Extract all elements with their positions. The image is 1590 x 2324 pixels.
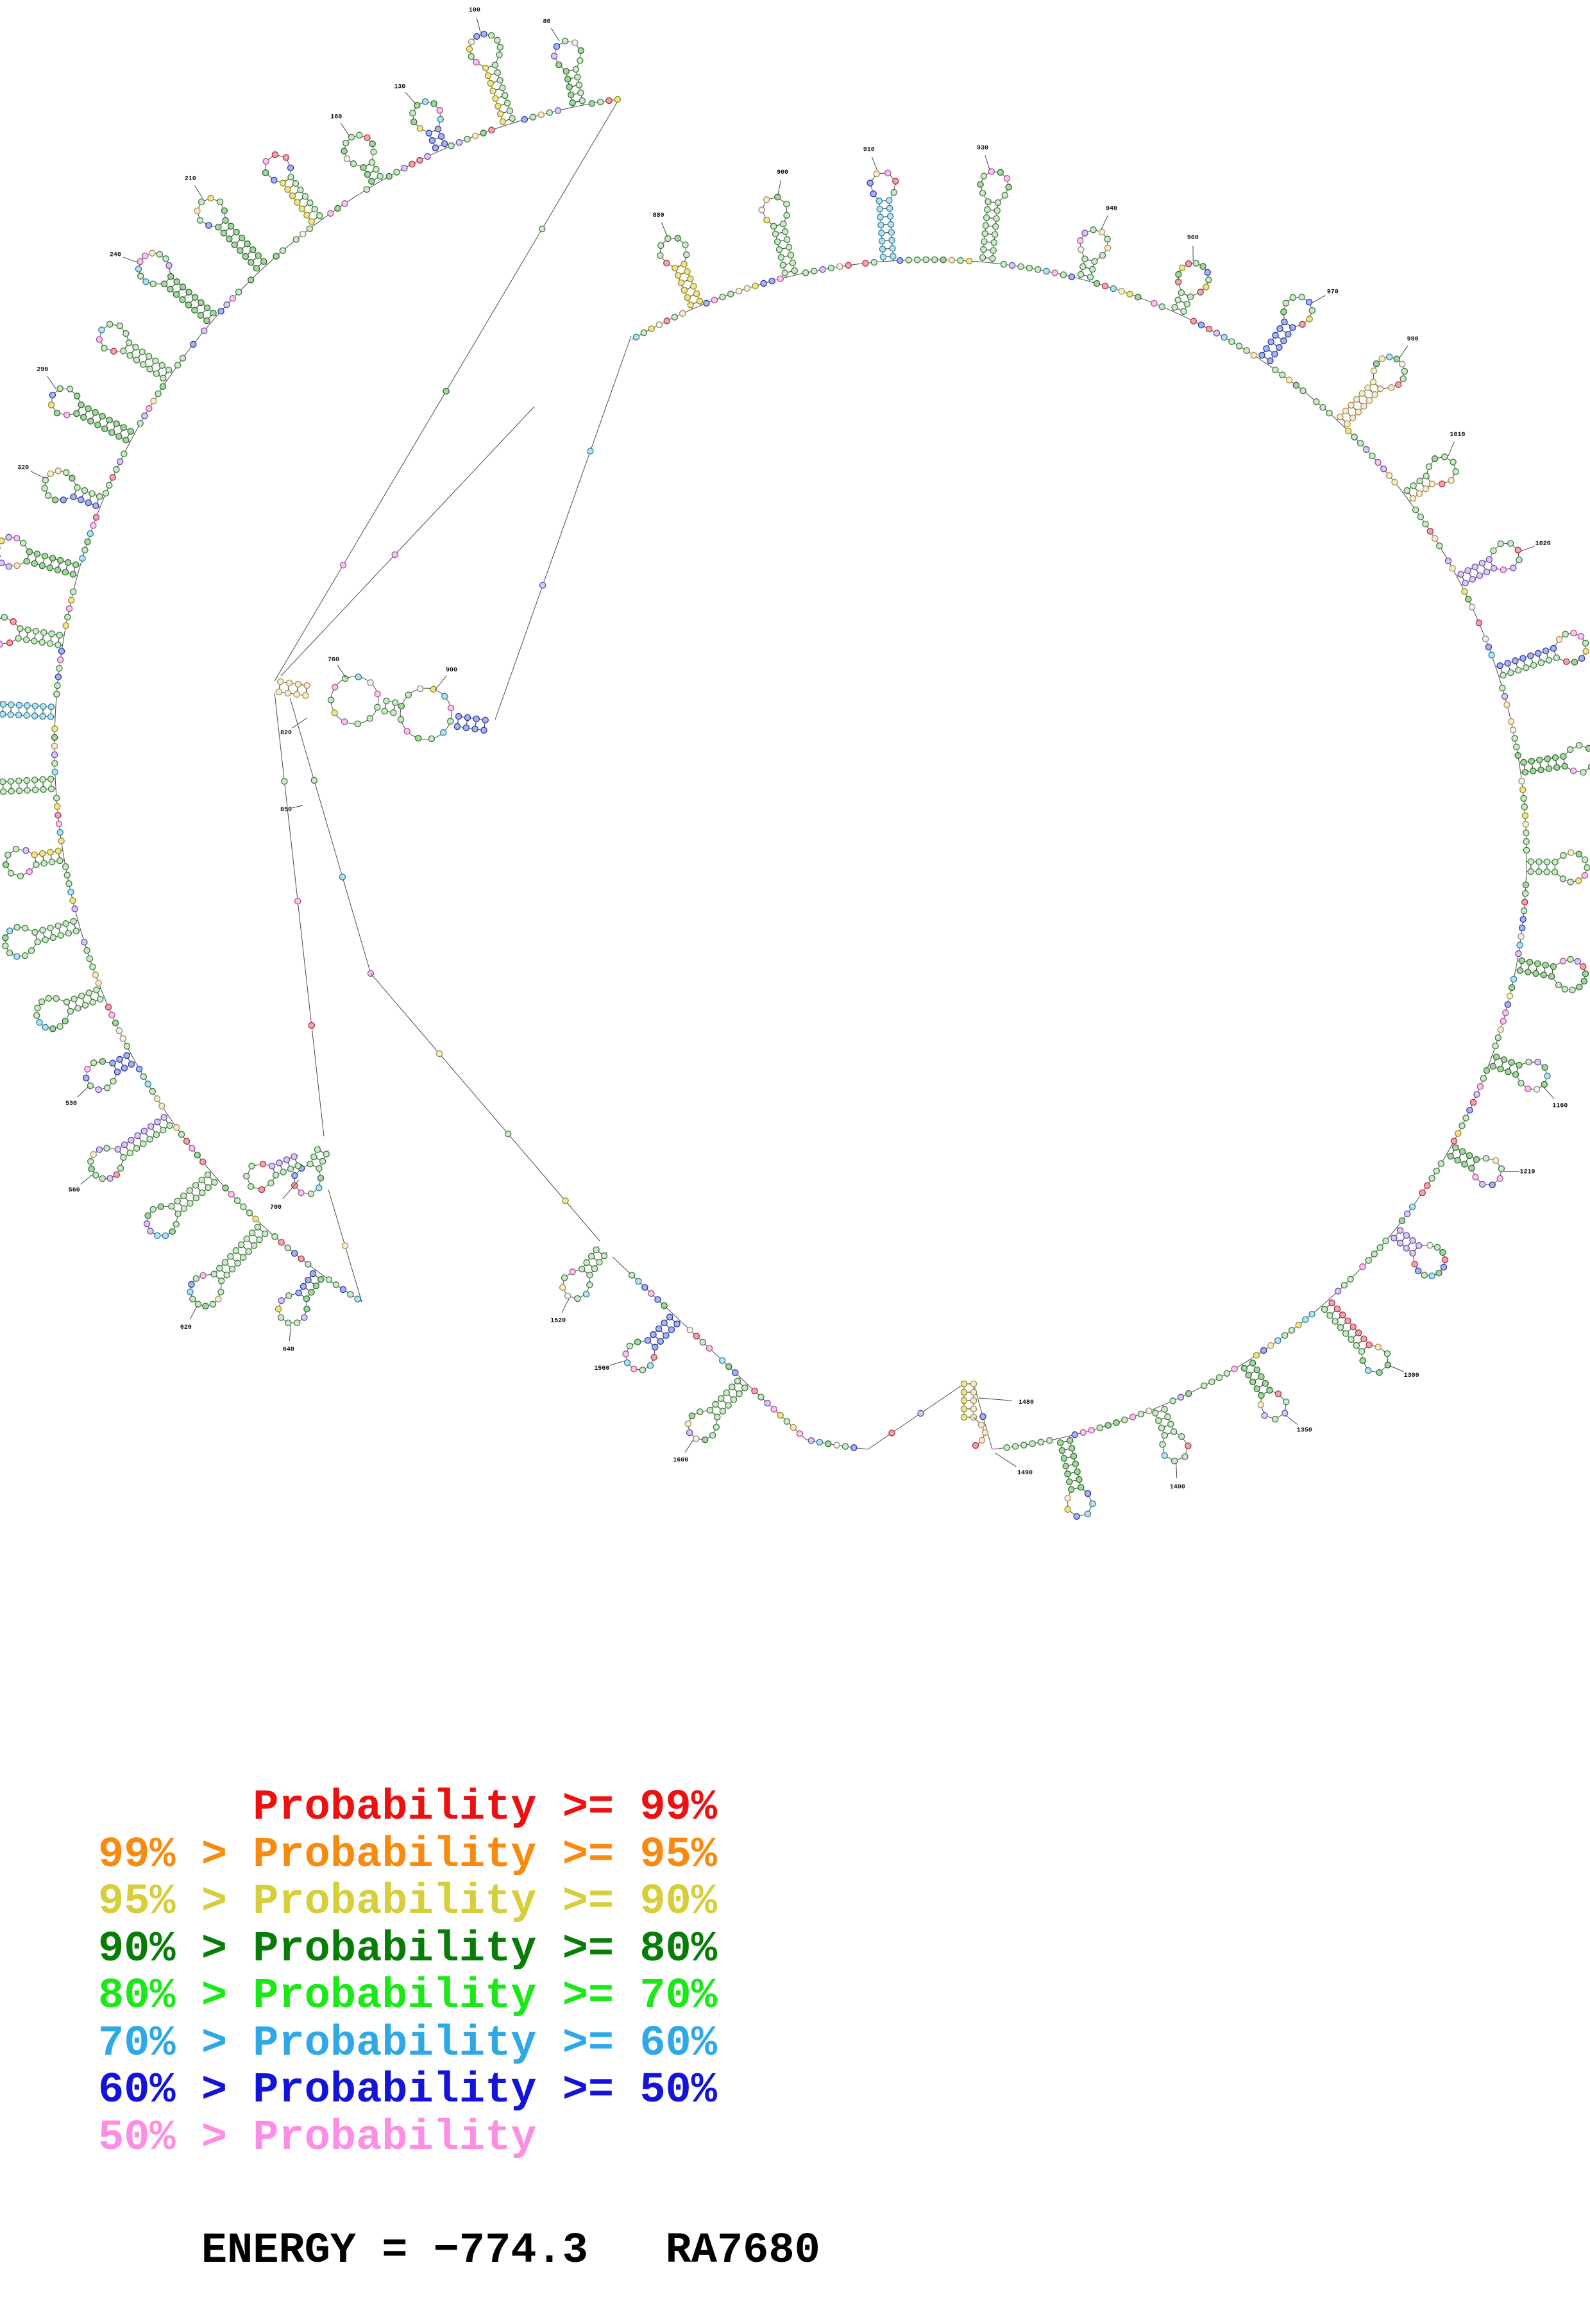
- svg-text:940: 940: [1106, 206, 1117, 213]
- svg-text:1300: 1300: [1404, 1372, 1419, 1379]
- svg-text:640: 640: [283, 1347, 294, 1354]
- svg-text:100: 100: [469, 7, 480, 14]
- probability-legend: [98, 1785, 717, 2162]
- svg-text:760: 760: [328, 657, 339, 664]
- svg-text:900: 900: [777, 169, 788, 176]
- structure-id: RA7680: [666, 2227, 820, 2275]
- svg-text:620: 620: [180, 1324, 192, 1331]
- svg-text:240: 240: [110, 252, 121, 259]
- legend-item-lt50: 50% > Probability: [98, 2115, 717, 2162]
- energy-label: ENERGY = −774.3: [201, 2227, 588, 2275]
- legend-item-70-80: 80% > Probability >= 70%: [98, 1973, 717, 2021]
- svg-text:560: 560: [69, 1187, 80, 1194]
- svg-text:900: 900: [446, 667, 457, 674]
- svg-text:1400: 1400: [1170, 1484, 1185, 1491]
- svg-text:1020: 1020: [1535, 541, 1551, 548]
- svg-text:1210: 1210: [1519, 1168, 1535, 1175]
- svg-text:130: 130: [394, 84, 405, 91]
- svg-text:80: 80: [543, 19, 550, 26]
- legend-item-80-90: 90% > Probability >= 80%: [98, 1926, 717, 1974]
- svg-text:700: 700: [270, 1204, 282, 1211]
- svg-text:1600: 1600: [673, 1457, 688, 1464]
- svg-text:970: 970: [1327, 289, 1339, 296]
- svg-text:1490: 1490: [1017, 1470, 1033, 1477]
- svg-text:930: 930: [977, 145, 988, 152]
- svg-text:290: 290: [37, 366, 48, 373]
- svg-text:960: 960: [1187, 235, 1199, 242]
- energy-footer: [98, 2178, 820, 2324]
- legend-item-60-70: 70% > Probability >= 60%: [98, 2021, 717, 2068]
- svg-text:910: 910: [863, 147, 875, 154]
- svg-text:530: 530: [65, 1100, 77, 1107]
- svg-text:1010: 1010: [1450, 432, 1465, 439]
- svg-text:320: 320: [17, 465, 29, 472]
- svg-text:160: 160: [330, 114, 342, 121]
- legend-item-95-99: 99% > Probability >= 95%: [98, 1832, 717, 1880]
- svg-text:1480: 1480: [1019, 1399, 1034, 1406]
- svg-text:1350: 1350: [1297, 1427, 1312, 1435]
- svg-text:1160: 1160: [1552, 1102, 1568, 1109]
- svg-text:880: 880: [653, 212, 664, 219]
- svg-text:210: 210: [185, 176, 196, 183]
- footer-spacer: [588, 2227, 666, 2275]
- legend-item-50-60: 60% > Probability >= 50%: [98, 2067, 717, 2115]
- svg-text:990: 990: [1407, 336, 1419, 343]
- legend-item-90-95: 95% > Probability >= 90%: [98, 1879, 717, 1926]
- svg-text:1520: 1520: [550, 1317, 566, 1324]
- svg-text:850: 850: [280, 807, 292, 814]
- svg-text:1560: 1560: [594, 1365, 609, 1372]
- svg-text:820: 820: [280, 730, 292, 737]
- legend-item-ge99: Probability >= 99%: [98, 1785, 717, 1832]
